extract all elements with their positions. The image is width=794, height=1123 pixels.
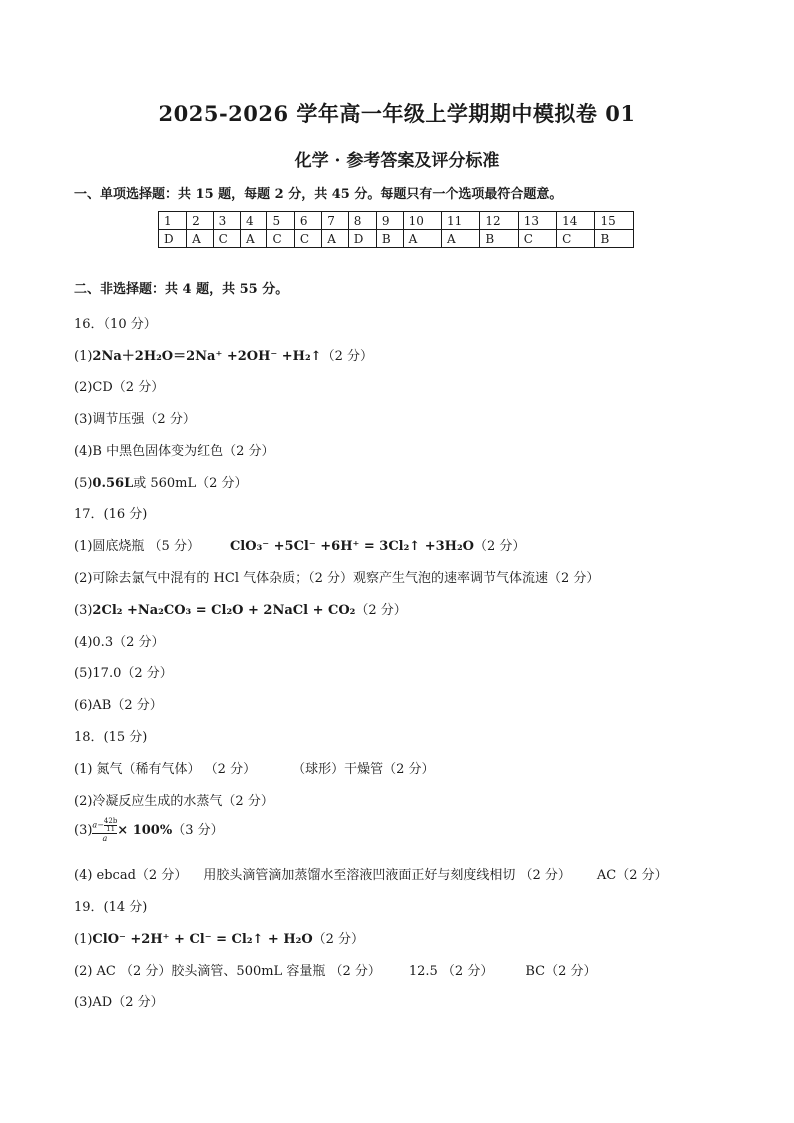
answer-table-number-cell: 10 bbox=[403, 212, 441, 230]
answer-table-number-cell: 4 bbox=[241, 212, 267, 230]
answer-table-number-cell: 9 bbox=[376, 212, 403, 230]
q19-line-2 bbox=[74, 960, 597, 979]
q16-line-4: (4)B 中黑色固体变为红色（2 分） bbox=[74, 444, 275, 459]
q16-line-2: (2)CD（2 分） bbox=[74, 380, 165, 395]
q19-1-label: (1) bbox=[74, 932, 93, 947]
answer-table-answer-cell: B bbox=[480, 230, 518, 248]
answer-table-answer-cell: C bbox=[294, 230, 321, 248]
q17-line-6: (6)AB（2 分） bbox=[74, 698, 163, 713]
q18-header: 18．(15 分) bbox=[74, 730, 148, 745]
answer-table-answer-cell: A bbox=[403, 230, 441, 248]
q17-line-1 bbox=[74, 535, 525, 554]
q16-line-3: (3)调节压强（2 分） bbox=[74, 412, 196, 427]
q19-line-3: (3)AD（2 分） bbox=[74, 995, 164, 1010]
answer-table-number-cell: 12 bbox=[480, 212, 518, 230]
q17-1-equation: ClO₃⁻ +5Cl⁻ +6H⁺ = 3Cl₂↑ +3H₂O bbox=[229, 539, 474, 554]
page-title: 2025-2026 学年高一年级上学期期中模拟卷 01 bbox=[158, 101, 636, 126]
answer-table-answer-cell: C bbox=[267, 230, 294, 248]
answer-table-answer-cell: A bbox=[241, 230, 267, 248]
answer-table bbox=[158, 211, 634, 248]
q18-1-answer-b: （球形）干燥管（2 分） bbox=[292, 762, 435, 777]
q16-5-rest: 或 560mL（2 分） bbox=[133, 476, 248, 491]
answer-table-number-row bbox=[159, 212, 634, 230]
q16-1-equation: 2Na＋2H₂O＝2Na⁺ +2OH⁻ +H₂↑ bbox=[92, 349, 322, 364]
q18-line-2: (2)冷凝反应生成的水蒸气（2 分） bbox=[74, 794, 274, 809]
section-2-heading: 二、非选择题：共 4 题，共 55 分。 bbox=[74, 282, 289, 297]
answer-table-answer-cell: A bbox=[441, 230, 479, 248]
answer-table-answer-cell: C bbox=[213, 230, 240, 248]
q17-line-4: (4)0.3（2 分） bbox=[74, 635, 165, 650]
q18-3-points: （3 分） bbox=[172, 823, 224, 838]
answer-table-number-cell: 3 bbox=[213, 212, 240, 230]
q18-3-tail: × 100% bbox=[117, 823, 173, 838]
q17-line-5: (5)17.0（2 分） bbox=[74, 666, 173, 681]
q17-3-equation: 2Cl₂ +Na₂CO₃ = Cl₂O + 2NaCl + CO₂ bbox=[92, 603, 356, 618]
answer-table-number-cell: 8 bbox=[348, 212, 376, 230]
q18-4-answer-c: AC（2 分） bbox=[596, 868, 668, 883]
q18-line-4 bbox=[74, 864, 668, 883]
answer-table-answer-cell: B bbox=[376, 230, 403, 248]
answer-table-number-cell: 7 bbox=[322, 212, 348, 230]
q18-line-1 bbox=[74, 758, 435, 777]
q19-2-answer-a: (2) AC （2 分）胶头滴管、500mL 容量瓶 （2 分） bbox=[74, 964, 381, 979]
q18-4-answer-b: 用胶头滴管滴加蒸馏水至溶液凹液面正好与刻度线相切 （2 分） bbox=[203, 868, 571, 883]
answer-table-number-cell: 15 bbox=[595, 212, 634, 230]
q16-1-points: （2 分） bbox=[321, 349, 373, 364]
q19-line-1 bbox=[74, 928, 364, 947]
q16-5-label: (5) bbox=[74, 476, 93, 491]
answer-table-answer-cell: D bbox=[159, 230, 187, 248]
q17-header: 17．(16 分) bbox=[74, 507, 148, 522]
q17-3-points: （2 分） bbox=[355, 603, 407, 618]
q19-1-points: （2 分） bbox=[312, 932, 365, 947]
q19-1-equation: ClO⁻ +2H⁺ + Cl⁻ = Cl₂↑ + H₂O bbox=[92, 932, 313, 947]
answer-table-number-cell: 13 bbox=[518, 212, 556, 230]
page-subtitle: 化学 · 参考答案及评分标准 bbox=[294, 151, 500, 171]
answer-table-answer-row bbox=[159, 230, 634, 248]
answer-table-number-cell: 1 bbox=[159, 212, 187, 230]
answer-table-number-cell: 5 bbox=[267, 212, 294, 230]
answer-table-answer-cell: B bbox=[595, 230, 634, 248]
q19-header: 19．(14 分) bbox=[74, 900, 148, 915]
answer-table-number-cell: 14 bbox=[557, 212, 595, 230]
q17-3-label: (3) bbox=[74, 603, 93, 618]
answer-table-number-cell: 2 bbox=[187, 212, 213, 230]
q16-1-label: (1) bbox=[74, 349, 93, 364]
q16-line-5 bbox=[74, 472, 248, 491]
q18-3-label: (3) bbox=[74, 823, 93, 838]
q16-5-value: 0.56L bbox=[92, 476, 134, 491]
q18-1-answer-a: (1) 氮气（稀有气体） （2 分） bbox=[74, 762, 257, 777]
q17-1-points: （2 分） bbox=[473, 539, 526, 554]
answer-table-answer-cell: C bbox=[557, 230, 595, 248]
q17-line-3 bbox=[74, 599, 407, 618]
answer-table-number-cell: 6 bbox=[294, 212, 321, 230]
q16-header: 16．（10 分） bbox=[74, 317, 157, 332]
q18-4-answer-a: (4) ebcad（2 分） bbox=[74, 868, 188, 883]
answer-table-answer-cell: A bbox=[322, 230, 348, 248]
answer-table-answer-cell: C bbox=[518, 230, 556, 248]
q19-2-answer-b: 12.5 （2 分） bbox=[408, 964, 494, 979]
q18-3-fraction: a− $\frac{42b}{11}$ a bbox=[92, 817, 118, 843]
q16-line-1 bbox=[74, 345, 373, 364]
q17-1-answer: (1)圆底烧瓶 （5 分） bbox=[74, 539, 200, 554]
q17-line-2: (2)可除去氯气中混有的 HCl 气体杂质；（2 分）观察产生气泡的速率调节气体流速（2 分） bbox=[74, 571, 600, 586]
answer-table-answer-cell: A bbox=[187, 230, 213, 248]
answer-table-answer-cell: D bbox=[348, 230, 376, 248]
q18-line-3 bbox=[74, 818, 224, 843]
q19-2-answer-c: BC（2 分） bbox=[525, 964, 597, 979]
section-1-heading: 一、单项选择题：共 15 题，每题 2 分，共 45 分。每题只有一个选项最符合题意。 bbox=[74, 187, 563, 202]
answer-table-number-cell: 11 bbox=[441, 212, 479, 230]
